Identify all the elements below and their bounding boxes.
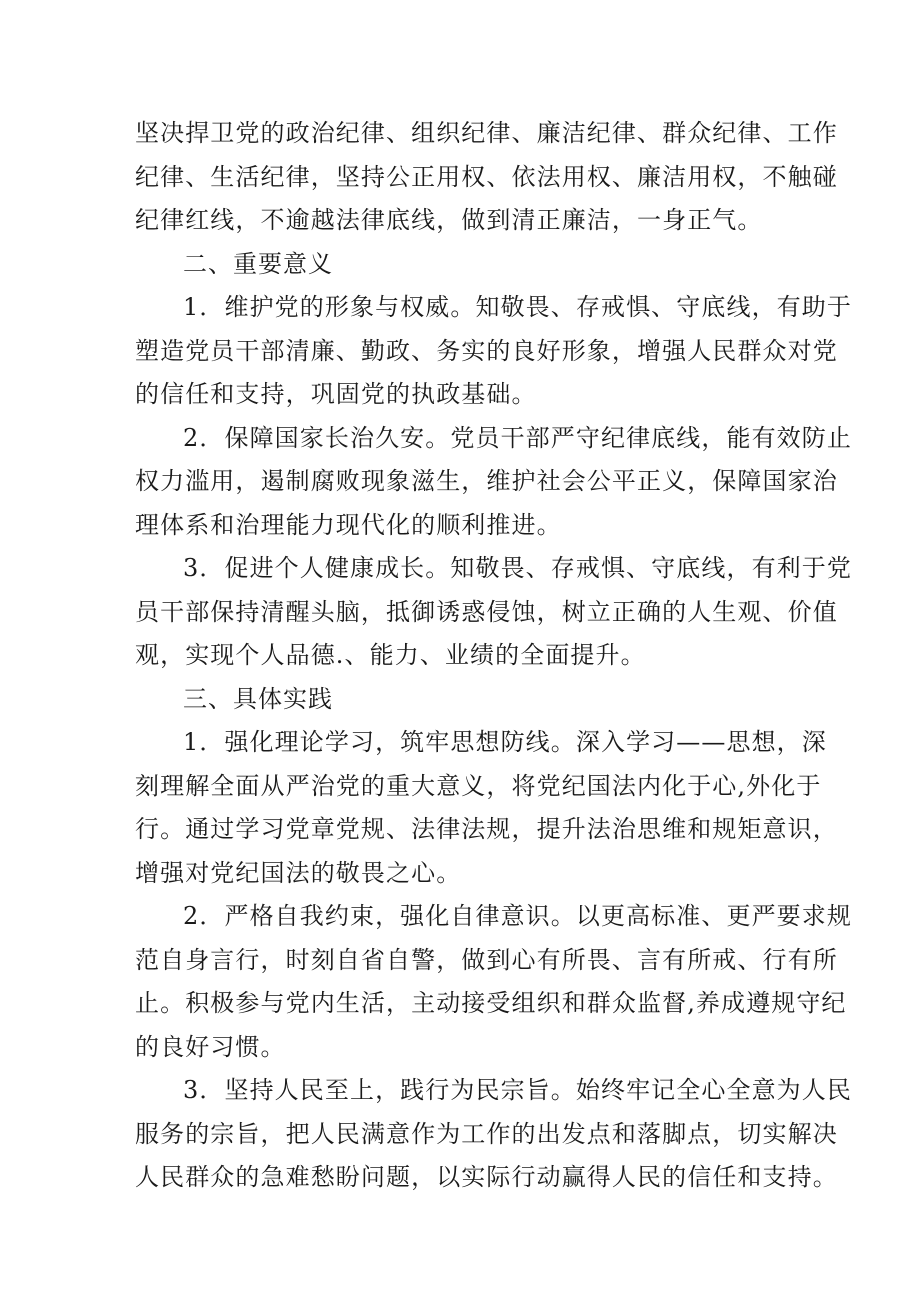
text-line: 1．强化理论学习，筑牢思想防线。深入学习——思想，深 — [183, 728, 827, 756]
text-line: 员干部保持清醒头脑，抵御诱惑侵蚀，树立正确的人生观、价值 — [135, 597, 838, 626]
text-line: 2．严格自我约束，强化自律意识。以更高标准、更严要求规 — [183, 902, 852, 930]
text-line: 的良好习惯。 — [135, 1032, 286, 1061]
section-heading-significance: 二、重要意义 — [183, 249, 333, 278]
text-line: 止。积极参与党内生活，主动接受组织和群众监督,养成遵规守纪 — [135, 989, 847, 1017]
paragraph-significance-3 — [135, 547, 852, 678]
paragraph-intro — [135, 112, 838, 243]
document-page — [135, 112, 852, 1200]
text-line: 1．维护党的形象与权威。知敬畏、存戒惧、守底线，有助于 — [183, 293, 852, 321]
text-line: 增强对党纪国法的敬畏之心。 — [135, 858, 462, 887]
text-line: 范自身言行，时刻自省自警，做到心有所畏、言有所戒、行有所 — [135, 945, 838, 974]
text-line: 塑造党员干部清廉、勤政、务实的良好形象，增强人民群众对党 — [135, 336, 838, 365]
text-line: 权力滥用，遏制腐败现象滋生，维护社会公平正义，保障国家治 — [135, 467, 838, 495]
text-line: 3．促进个人健康成长。知敬畏、存戒惧、守底线，有利于党 — [183, 554, 852, 582]
paragraph-significance-1 — [135, 286, 852, 417]
text-line: 坚决捍卫党的政治纪律、组织纪律、廉洁纪律、群众纪律、工作 — [135, 119, 838, 147]
section-heading-practice: 三、具体实践 — [183, 684, 333, 713]
paragraph-significance-2 — [135, 417, 852, 548]
text-line: 纪律红线，不逾越法律底线，做到清正廉洁，一身正气。 — [135, 206, 763, 234]
text-line: 行。通过学习党章党规、法律法规，提升法治思维和规矩意识， — [135, 815, 838, 843]
paragraph-practice-2 — [135, 895, 852, 1069]
text-line: 的信任和支持，巩固党的执政基础。 — [135, 380, 537, 408]
text-line: 3．坚持人民至上，践行为民宗旨。始终牢记全心全意为人民 — [183, 1076, 852, 1104]
text-line: 人民群众的急难愁盼问题，以实际行动赢得人民的信任和支持。 — [135, 1163, 838, 1191]
text-line: 2．保障国家长治久安。党员干部严守纪律底线，能有效防止 — [183, 423, 852, 452]
text-line: 纪律、生活纪律，坚持公正用权、依法用权、廉洁用权，不触碰 — [135, 162, 838, 191]
text-line: 观，实现个人品德.、能力、业绩的全面提升。 — [135, 641, 646, 669]
paragraph-practice-3 — [135, 1069, 852, 1200]
text-line: 服务的宗旨，把人民满意作为工作的出发点和落脚点，切实解决 — [135, 1119, 838, 1148]
text-line: 刻理解全面从严治党的重大意义，将党纪国法内化于心,外化于 — [135, 771, 822, 800]
paragraph-practice-1 — [135, 721, 838, 895]
text-line: 理体系和治理能力现代化的顺利推进。 — [135, 510, 562, 539]
